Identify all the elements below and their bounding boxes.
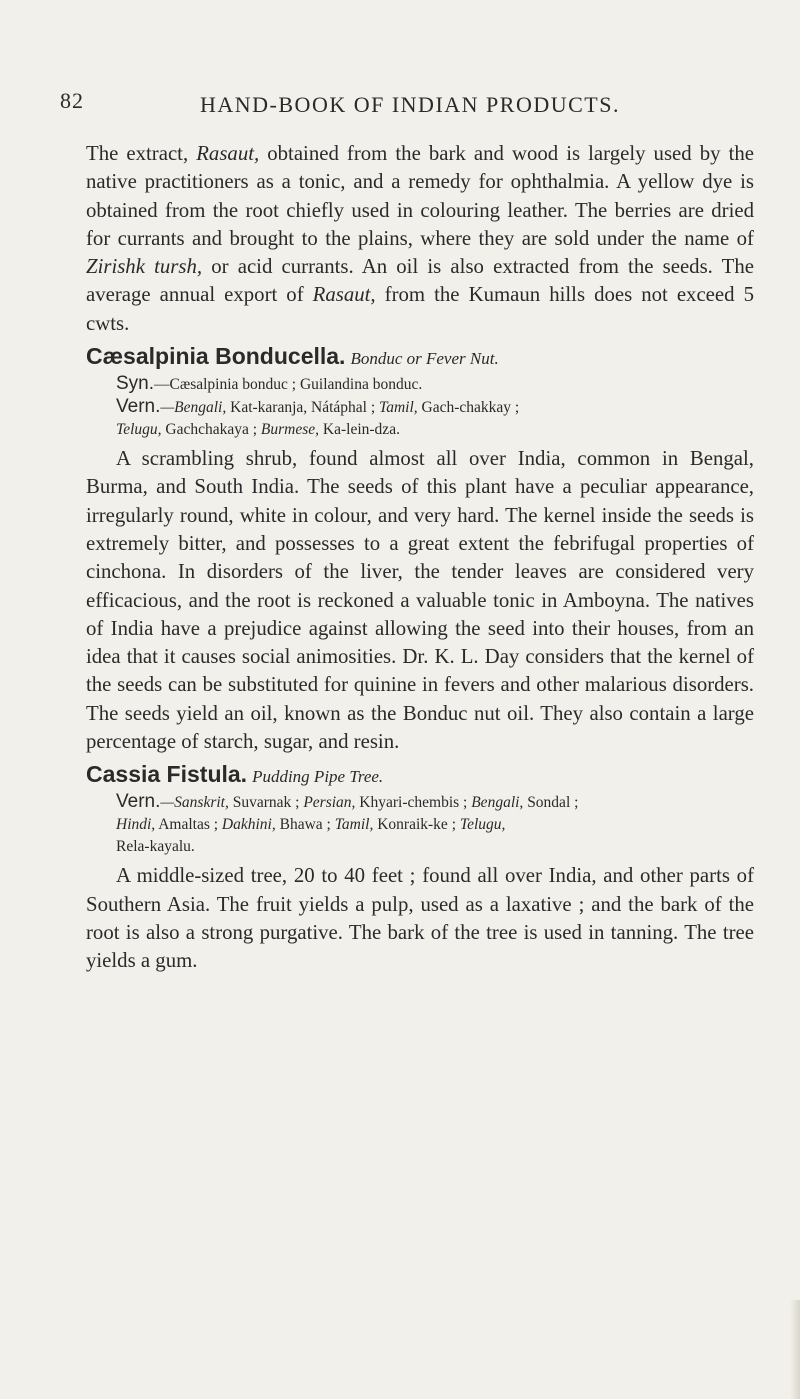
vern-text: Sondal ; (523, 794, 579, 812)
vernacular-names (86, 791, 754, 858)
vern-text: Gachchakaya ; (161, 421, 261, 439)
vern-text: Bhawa ; (275, 816, 335, 834)
vernacular-names (86, 396, 754, 441)
syn-label: Syn. (116, 373, 155, 395)
lang: Persian, (303, 794, 356, 812)
vern-label: Vern. (116, 396, 161, 418)
vern-text: Ka-lein-dza. (319, 421, 400, 439)
term-zirishk-tursh: Zirishk tursh, (86, 255, 203, 279)
vern-text: Konraik-ke ; (373, 816, 460, 834)
caesalpinia-description: A scrambling shrub, found almost all over India, common in Bengal, Burma, and South India. The seeds of this plant have a peculiar appearance, irregularly round, white in colour, and very hard. The kernel inside the seeds is extremely bitter, and possesses to a great extent the febrifugal properties of cinchona. In disorders of the liver, the tender leaves are considered very efficacious, and the root is reckoned a valuable tonic in Amboyna. The natives of India have a prejudice against allowing the seed into their houses, from an idea that it causes social animosities. Dr. K. L. Day considers that the kernel of the seeds can be substituted for quinine in fevers and other malarious disorders. The seeds yield an oil, known as the Bonduc nut oil. They also contain a large percentage of starch, sugar, and resin. (86, 447, 754, 754)
body-text (86, 140, 754, 976)
lang: Tamil, (379, 399, 418, 417)
entry-title: Cassia Fistula. (86, 761, 248, 788)
entry-common-names: Pudding Pipe Tree. (252, 767, 384, 787)
synonyms (86, 373, 754, 396)
vern-text: Kat-karanja, Nátáphal ; (226, 399, 380, 417)
cassia-description: A middle-sized tree, 20 to 40 feet ; found all over India, and other parts of Southern Asia. The fruit yields a pulp, used as a laxative ; and the bark of the root is also a strong purgative. The bark of the tree is used in tanning. The tree yields a gum. (86, 864, 754, 973)
cassia-heading (86, 760, 754, 791)
lang: Dakhini, (221, 816, 276, 834)
vern-text: Suvarnak ; (228, 794, 304, 812)
lang: Hindi, (116, 816, 156, 834)
term-rasaut: Rasaut, (312, 283, 376, 307)
vern-label: Vern. (116, 791, 161, 813)
page-header (60, 88, 760, 128)
lang: Telugu, (459, 816, 506, 834)
text-fragment: from the Kumaun hills does not exceed 5 cwts. (86, 283, 754, 335)
lang: —Bengali, (160, 399, 227, 417)
lang: Burmese, (260, 421, 320, 439)
syn-text: —Cæsalpinia bonduc ; Guilandina bonduc. (154, 376, 423, 394)
intro-paragraph (86, 140, 754, 338)
lang: —Sanskrit, (160, 794, 229, 812)
running-title: HAND-BOOK OF INDIAN PRODUCTS. (200, 92, 620, 117)
page-edge-shadow (790, 1300, 800, 1399)
text-fragment: obtained from the bark and wood is largely used by the native practitioners as a tonic, and a remedy for ophthalmia. A yellow dye is obtained from the root chiefly used in colouring leather. The berries are dried for currants and brought to the plains, where they are sold under the name of (86, 142, 754, 250)
term-rasaut: Rasaut, (196, 142, 260, 165)
text-fragment: or acid currants. An oil is also extracted from the seeds. The average annual export of (86, 255, 754, 307)
vern-text: Rela-kayalu. (116, 838, 195, 856)
caesalpinia-heading (86, 342, 754, 373)
entry-title: Cæsalpinia Bonducella. (86, 343, 346, 370)
lang: Bengali, (471, 794, 524, 812)
page-number: 82 (60, 88, 84, 113)
lang: Tamil, (334, 816, 374, 834)
vern-text: Amaltas ; (155, 816, 222, 834)
lang: Telugu, (116, 421, 162, 439)
vern-text: Gach-chakkay ; (417, 399, 520, 417)
vern-text: Khyari-chembis ; (355, 794, 472, 812)
entry-common-names: Bonduc or Fever Nut. (350, 349, 499, 369)
text-fragment: The extract, (86, 142, 197, 165)
